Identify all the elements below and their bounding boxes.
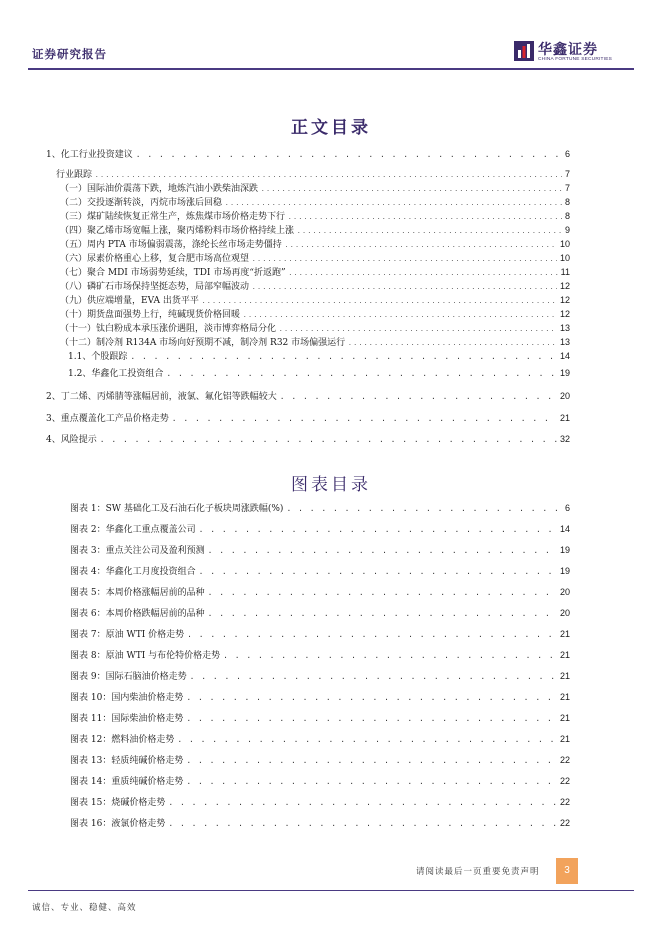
leader-dots bbox=[288, 212, 562, 223]
toc-entry[interactable] bbox=[68, 368, 570, 380]
toc-entry-number: 1.2、 bbox=[68, 369, 92, 379]
figure-entry[interactable] bbox=[70, 650, 570, 662]
figure-entry-page: 19 bbox=[559, 566, 570, 576]
figure-entry-text: 图表 1：SW 基础化工及石油石化子板块周涨跌幅(%) bbox=[70, 504, 284, 514]
leader-dots bbox=[136, 149, 562, 160]
toc-entry[interactable] bbox=[46, 413, 570, 425]
figure-entry[interactable] bbox=[70, 566, 570, 578]
leader-dots bbox=[243, 310, 557, 321]
figure-entry-page: 21 bbox=[559, 692, 570, 702]
toc-entry[interactable] bbox=[60, 211, 570, 223]
leader-dots bbox=[190, 671, 557, 682]
leader-dots bbox=[187, 629, 557, 640]
toc-entry-page: 10 bbox=[559, 253, 570, 263]
toc-entry-text: （一）国际油价震荡下跌，地炼汽油小跌柴油深跌 bbox=[60, 184, 259, 194]
toc-entry-page: 14 bbox=[559, 351, 570, 361]
leader-dots bbox=[252, 282, 557, 293]
leader-dots bbox=[225, 198, 562, 209]
toc-entry-page: 11 bbox=[560, 267, 570, 277]
leader-dots bbox=[100, 434, 557, 445]
toc-entry-page: 8 bbox=[564, 197, 570, 207]
figure-entry-text: 图表 6：本周价格跌幅居前的品种 bbox=[70, 609, 205, 619]
leader-dots bbox=[202, 296, 557, 307]
leader-dots bbox=[168, 818, 557, 829]
disclaimer-note: 请阅读最后一页重要免责声明 bbox=[416, 867, 540, 877]
toc-title: 正文目录 bbox=[291, 118, 371, 138]
toc-entry-text: 丁二烯、丙烯腈等涨幅居前，液氯、氟化铝等跌幅较大 bbox=[60, 392, 277, 402]
toc-entry[interactable] bbox=[56, 169, 570, 181]
toc-entry-page: 8 bbox=[564, 211, 570, 221]
figure-entry-text: 图表 16：液氯价格走势 bbox=[70, 819, 166, 829]
toc-entry-text: （三）煤矿陆续恢复正常生产，炼焦煤市场价格走势下行 bbox=[60, 212, 286, 222]
toc-entry-text: （十二）制冷剂 R134A 市场向好预期不减，制冷剂 R32 市场偏强运行 bbox=[60, 338, 346, 348]
leader-dots bbox=[279, 324, 557, 335]
figure-entry-page: 22 bbox=[559, 797, 570, 807]
leader-dots bbox=[130, 351, 557, 362]
figure-entry-text: 图表 3：重点关注公司及盈利预测 bbox=[70, 546, 205, 556]
figure-entry[interactable] bbox=[70, 692, 570, 704]
leader-dots bbox=[199, 524, 557, 535]
leader-dots bbox=[199, 566, 557, 577]
figure-entry-text: 图表 13：轻质纯碱价格走势 bbox=[70, 756, 184, 766]
toc-entry[interactable] bbox=[60, 253, 570, 265]
figure-entry-text: 图表 5：本周价格涨幅居前的品种 bbox=[70, 588, 205, 598]
figure-entry-page: 22 bbox=[559, 776, 570, 786]
figure-entry[interactable] bbox=[70, 608, 570, 620]
toc-entry-text: （六）尿素价格重心上移，复合肥市场高位观望 bbox=[60, 254, 250, 264]
figure-entry[interactable] bbox=[70, 524, 570, 536]
toc-entry-page: 7 bbox=[564, 169, 570, 179]
toc-entry-text: （十）期货盘面强势上行，纯碱现货价格回暖 bbox=[60, 310, 241, 320]
logo-chinese-text: 华鑫证券 bbox=[538, 42, 598, 58]
toc-entry[interactable] bbox=[60, 239, 570, 251]
figure-entry-page: 21 bbox=[559, 713, 570, 723]
toc-entry-text: （五）周内 PTA 市场偏弱震荡，涤纶长丝市场走势僵持 bbox=[60, 240, 282, 250]
figure-entry[interactable] bbox=[70, 671, 570, 683]
company-tagline: 诚信、专业、稳健、高效 bbox=[32, 903, 137, 913]
toc-entry[interactable] bbox=[60, 225, 570, 237]
figure-entry-text: 图表 7：原油 WTI 价格走势 bbox=[70, 630, 185, 640]
toc-entry-page: 6 bbox=[564, 149, 570, 159]
figure-entry-page: 20 bbox=[559, 608, 570, 618]
toc-entry[interactable] bbox=[46, 149, 570, 161]
figure-entry-text: 图表 11：国际柴油价格走势 bbox=[70, 714, 184, 724]
toc-entry-text: 风险提示 bbox=[60, 435, 97, 445]
toc-entry-page: 13 bbox=[559, 337, 570, 347]
figure-entry-text: 图表 2：华鑫化工重点覆盖公司 bbox=[70, 525, 196, 535]
figure-entry[interactable] bbox=[70, 755, 570, 767]
toc-entry-text: 化工行业投资建议 bbox=[60, 150, 133, 160]
toc-entry[interactable] bbox=[60, 323, 570, 335]
toc-entry[interactable] bbox=[60, 337, 570, 349]
toc-entry-number: 1、 bbox=[46, 150, 61, 160]
toc-entry-page: 21 bbox=[559, 413, 570, 423]
toc-entry-text: （八）磷矿石市场保持坚挺态势，局部窄幅波动 bbox=[60, 282, 250, 292]
logo-english-text: CHINA FORTUNE SECURITIES bbox=[538, 57, 613, 62]
figure-entry-text: 图表 8：原油 WTI 与布伦特价格走势 bbox=[70, 651, 221, 661]
leader-dots bbox=[289, 268, 558, 279]
leader-dots bbox=[208, 608, 557, 619]
toc-entry[interactable] bbox=[46, 434, 570, 446]
figure-entry-page: 21 bbox=[559, 650, 570, 660]
toc-entry[interactable] bbox=[60, 197, 570, 209]
figure-entry[interactable] bbox=[70, 713, 570, 725]
toc-entry[interactable] bbox=[60, 183, 570, 195]
toc-entry-page: 13 bbox=[559, 323, 570, 333]
toc-entry-number: 3、 bbox=[46, 414, 61, 424]
company-logo bbox=[514, 40, 614, 66]
toc-entry-page: 12 bbox=[559, 281, 570, 291]
leader-dots bbox=[186, 776, 557, 787]
figure-entry-text: 图表 9：国际石脑油价格走势 bbox=[70, 672, 187, 682]
toc-entry[interactable] bbox=[60, 281, 570, 293]
toc-entry[interactable] bbox=[46, 391, 570, 403]
leader-dots bbox=[166, 368, 557, 379]
figure-entry-text: 图表 14：重质纯碱价格走势 bbox=[70, 777, 184, 787]
toc-entry-text: （七）聚合 MDI 市场弱势延续，TDI 市场再度“折返跑” bbox=[60, 268, 286, 278]
figure-entry-page: 19 bbox=[559, 545, 570, 555]
figure-entry-text: 图表 12：燃料油价格走势 bbox=[70, 735, 175, 745]
page-number-badge: 3 bbox=[556, 858, 578, 884]
toc-entry-page: 32 bbox=[559, 434, 570, 444]
leader-dots bbox=[286, 503, 562, 514]
toc-entry-text: 个股跟踪 bbox=[91, 352, 128, 362]
toc-entry[interactable] bbox=[60, 295, 570, 307]
figure-entry-text: 图表 4：华鑫化工月度投资组合 bbox=[70, 567, 196, 577]
toc-entry[interactable] bbox=[60, 309, 570, 321]
toc-entry-page: 10 bbox=[559, 239, 570, 249]
toc-entry-text: （九）供应端增量，EVA 出货平平 bbox=[60, 296, 199, 306]
toc-entry-page: 19 bbox=[559, 368, 570, 378]
leader-dots bbox=[172, 413, 557, 424]
footer-divider bbox=[28, 890, 634, 891]
leader-dots bbox=[186, 692, 557, 703]
leader-dots bbox=[348, 338, 557, 349]
figure-entry-text: 图表 10：国内柴油价格走势 bbox=[70, 693, 184, 703]
toc-entry-page: 9 bbox=[564, 225, 570, 235]
leader-dots bbox=[186, 713, 557, 724]
leader-dots bbox=[186, 755, 557, 766]
toc-entry-text: （四）聚乙烯市场宽幅上涨，聚丙烯粉料市场价格持续上涨 bbox=[60, 226, 295, 236]
figure-entry-page: 14 bbox=[559, 524, 570, 534]
toc-entry-number: 1.1、 bbox=[68, 352, 92, 362]
header-divider bbox=[28, 68, 634, 70]
toc-entry-text: （十一）钛白粉成本承压涨价遇阻，淡市博弈格局分化 bbox=[60, 324, 277, 334]
toc-entry[interactable] bbox=[68, 351, 570, 363]
figure-entry-text: 图表 15：烧碱价格走势 bbox=[70, 798, 166, 808]
toc-entry-number: 2、 bbox=[46, 392, 61, 402]
figure-entry[interactable] bbox=[70, 587, 570, 599]
toc-entry-text: 华鑫化工投资组合 bbox=[91, 369, 164, 379]
leader-dots bbox=[285, 240, 557, 251]
toc-entry-page: 20 bbox=[559, 391, 570, 401]
leader-dots bbox=[297, 226, 562, 237]
figure-entry[interactable] bbox=[70, 503, 570, 515]
header-label: 证券研究报告 bbox=[32, 47, 107, 61]
logo-mark-icon bbox=[514, 41, 534, 61]
toc-entry-number: 4、 bbox=[46, 435, 61, 445]
leader-dots bbox=[177, 734, 557, 745]
figure-entry-page: 6 bbox=[564, 503, 570, 513]
leader-dots bbox=[95, 170, 562, 181]
figure-entry-page: 22 bbox=[559, 755, 570, 765]
toc-entry[interactable] bbox=[60, 267, 570, 279]
leader-dots bbox=[208, 587, 557, 598]
toc-entry-text: （二）交投逐渐转淡，丙烷市场涨后回稳 bbox=[60, 198, 223, 208]
figure-entry-page: 21 bbox=[559, 629, 570, 639]
leader-dots bbox=[208, 545, 557, 556]
leader-dots bbox=[280, 391, 557, 402]
toc-entry-text: 行业跟踪 bbox=[56, 170, 93, 180]
figure-entry-page: 21 bbox=[559, 671, 570, 681]
toc-entry-page: 12 bbox=[559, 309, 570, 319]
figure-entry-page: 21 bbox=[559, 734, 570, 744]
figure-list-title: 图表目录 bbox=[291, 475, 371, 495]
leader-dots bbox=[223, 650, 557, 661]
toc-entry-text: 重点覆盖化工产品价格走势 bbox=[60, 414, 169, 424]
figure-entry-page: 20 bbox=[559, 587, 570, 597]
leader-dots bbox=[261, 184, 562, 195]
figure-entry[interactable] bbox=[70, 776, 570, 788]
leader-dots bbox=[252, 254, 557, 265]
figure-entry[interactable] bbox=[70, 734, 570, 746]
leader-dots bbox=[168, 797, 557, 808]
figure-entry-page: 22 bbox=[559, 818, 570, 828]
toc-entry-page: 7 bbox=[564, 183, 570, 193]
figure-entry[interactable] bbox=[70, 797, 570, 809]
figure-entry[interactable] bbox=[70, 545, 570, 557]
figure-entry[interactable] bbox=[70, 818, 570, 830]
toc-entry-page: 12 bbox=[559, 295, 570, 305]
figure-entry[interactable] bbox=[70, 629, 570, 641]
